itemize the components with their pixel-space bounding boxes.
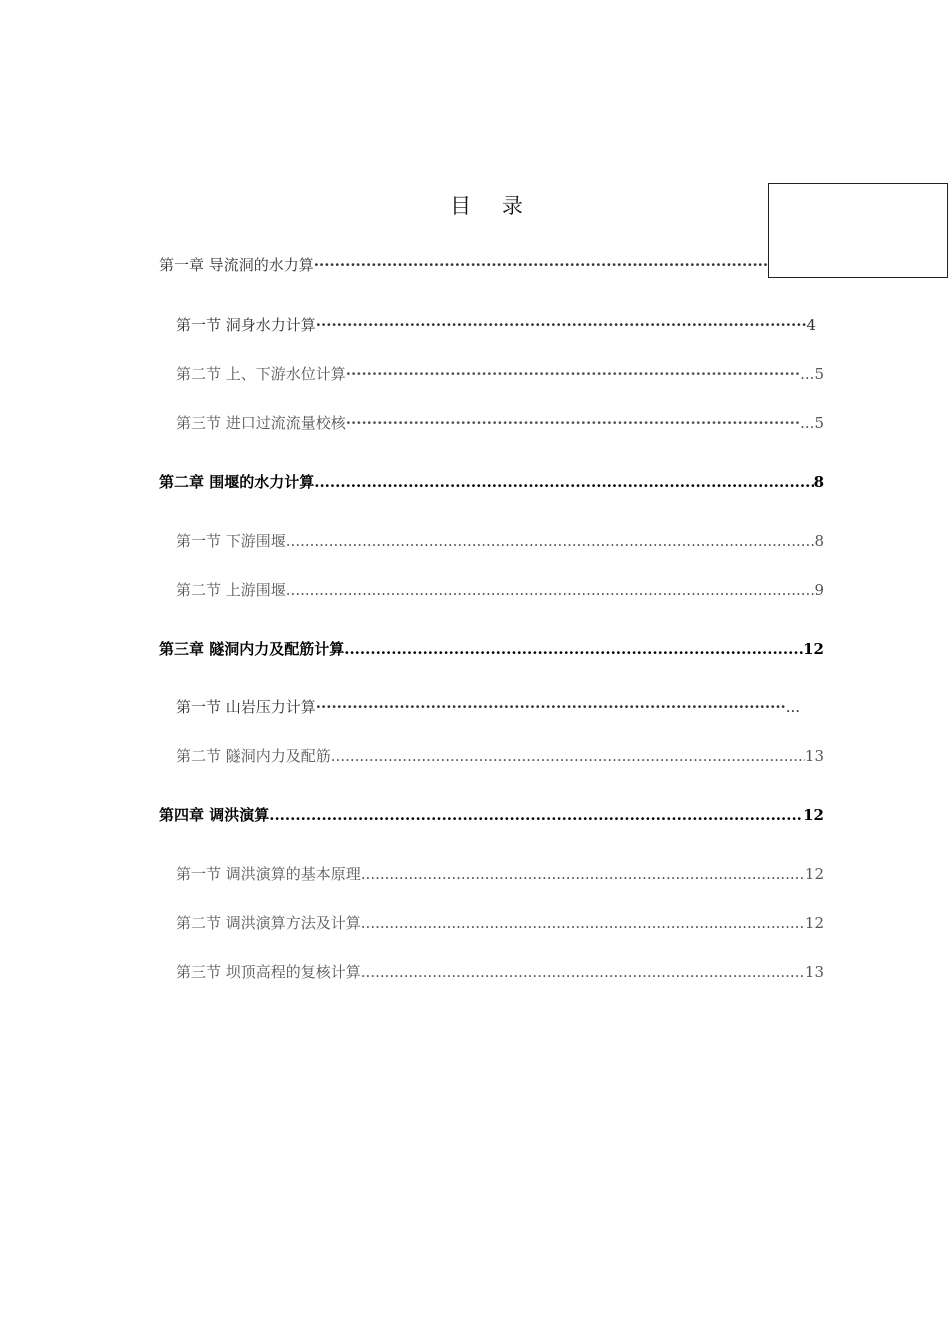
dot-leader [314,473,813,491]
toc-page-number: 8 [814,532,824,550]
dot-leader [346,365,800,383]
toc-label: 第四章 调洪演算 [159,806,270,824]
dot-leader [316,698,786,716]
toc-section-1-2[interactable] [176,363,824,384]
toc-section-3-1[interactable] [176,696,800,717]
toc-label: 第三章 隧洞内力及配筋计算 [159,640,345,658]
toc-page-number: 12 [804,914,824,932]
toc-label: 第二章 围堰的水力计算 [159,473,315,491]
toc-page-number: 5 [814,365,824,383]
toc-section-1-3[interactable] [176,412,824,433]
dot-leader [286,581,815,599]
dot-leader [331,747,805,765]
toc-page-number: 9 [814,581,824,599]
toc-section-1-1[interactable] [176,314,816,335]
dot-leader [314,256,771,274]
toc-trail: ... [800,365,815,383]
toc-section-4-2[interactable] [176,912,824,933]
dot-leader [344,640,803,658]
toc-label: 第二节 上、下游水位计算 [176,365,346,383]
page-title: 目 录 [450,194,535,218]
toc-label: 第一节 洞身水力计算 [176,316,316,334]
toc-chapter-4[interactable] [159,804,824,825]
dot-leader [361,865,805,883]
toc-chapter-1[interactable] [159,254,771,275]
toc-page-number: 8 [813,473,824,491]
toc-section-4-1[interactable] [176,863,824,884]
dot-leader [361,963,805,981]
toc-chapter-2[interactable] [159,471,824,492]
dot-leader [361,914,805,932]
toc-page-number: 4 [806,316,816,334]
toc-trail: ... [800,414,815,432]
toc-page-number: 12 [803,640,824,658]
toc-label: 第一章 导流洞的水力算 [159,256,314,274]
toc-page-number: 12 [804,865,824,883]
overlay-box [768,183,948,278]
toc-page-number: 13 [804,963,824,981]
toc-chapter-3[interactable] [159,638,824,659]
toc-label: 第一节 调洪演算的基本原理 [176,865,361,883]
toc-section-2-1[interactable] [176,530,824,551]
dot-leader [269,806,803,824]
toc-label: 第二节 调洪演算方法及计算 [176,914,361,932]
dot-leader [286,532,815,550]
toc-section-3-2[interactable] [176,745,824,766]
toc-label: 第三节 进口过流流量校核 [176,414,346,432]
toc-page-number: 12 [803,806,824,824]
toc-page-number: 13 [804,747,824,765]
toc-page-number: 5 [814,414,824,432]
toc-label: 第二节 上游围堰 [176,581,286,599]
toc-label: 第三节 坝顶高程的复核计算 [176,963,361,981]
dot-leader [346,414,800,432]
dot-leader [316,316,807,334]
toc-section-4-3[interactable] [176,961,824,982]
toc-section-2-2[interactable] [176,579,824,600]
toc-label: 第一节 山岩压力计算 [176,698,316,716]
toc-label: 第二节 隧洞内力及配筋 [176,747,331,765]
toc-label: 第一节 下游围堰 [176,532,286,550]
toc-trail: ... [785,698,800,716]
